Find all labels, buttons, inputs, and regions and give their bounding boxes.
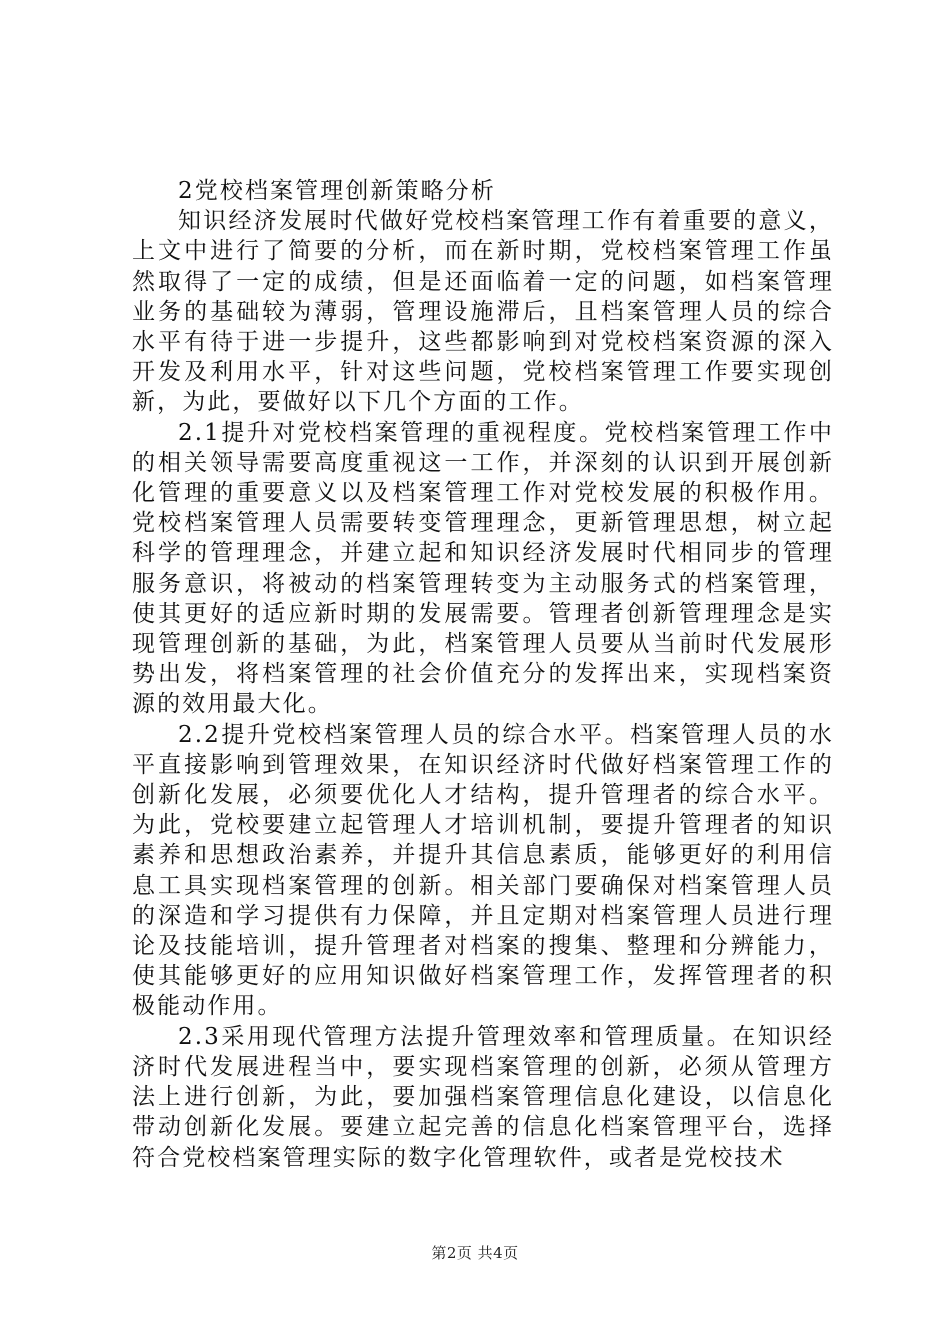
paragraph-2-3: 2.3采用现代管理方法提升管理效率和管理质量。在知识经济时代发展进程当中，要实现档案管理的创新，必须从管理方法上进行创新，为此，要加强档案管理信息化建设，以信息化带动创新化发展。要建立起完善的信息化档案管理平台，选择符合党校档案管理实际的数字化管理软件，或者是党校技术: [132, 1023, 834, 1171]
document-body: [132, 176, 834, 1173]
section-heading: 2党校档案管理创新策略分析: [178, 178, 496, 204]
paragraph-2-1: 2.1提升对党校档案管理的重视程度。党校档案管理工作中的相关领导需要高度重视这一工作，并深刻的认识到开展创新化管理的重要意义以及档案管理工作对党校发展的积极作用。党校档案管理人员需要转变管理理念，更新管理思想，树立起科学的管理理念，并建立起和知识经济发展时代相同步的管理服务意识，将被动的档案管理转变为主动服务式的档案管理，使其更好的适应新时期的发展需要。管理者创新管理理念是实现管理创新的基础，为此，档案管理人员要从当前时代发展形势出发，将档案管理的社会价值充分的发挥出来，实现档案资源的效用最大化。: [132, 419, 834, 718]
paragraph-2-2: 2.2提升党校档案管理人员的综合水平。档案管理人员的水平直接影响到管理效果，在知识经济时代做好档案管理工作的创新化发展，必须要优化人才结构，提升管理者的综合水平。为此，党校要建立起管理人才培训机制，要提升管理者的知识素养和思想政治素养，并提升其信息素质，能够更好的利用信息工具实现档案管理的创新。相关部门要确保对档案管理人员的深造和学习提供有力保障，并且定期对档案管理人员进行理论及技能培训，提升管理者对档案的搜集、整理和分辨能力，使其能够更好的应用知识做好档案管理工作，发挥管理者的积极能动作用。: [132, 721, 834, 1020]
page-number-footer: 第2页 共4页: [431, 1244, 519, 1262]
paragraph-intro: 知识经济发展时代做好党校档案管理工作有着重要的意义，上文中进行了简要的分析，而在新时期，党校档案管理工作虽然取得了一定的成绩，但是还面临着一定的问题，如档案管理业务的基础较为薄弱，管理设施滞后，且档案管理人员的综合水平有待于进一步提升，这些都影响到对党校档案资源的深入开发及利用水平，针对这些问题，党校档案管理工作要实现创新，为此，要做好以下几个方面的工作。: [132, 208, 834, 416]
